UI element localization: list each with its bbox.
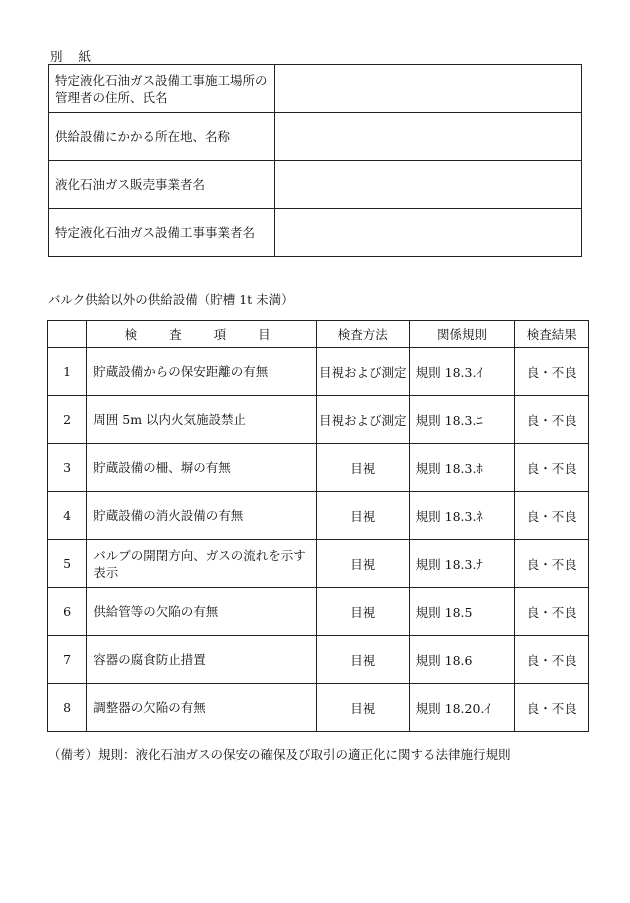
row-method: 目視 [316, 684, 409, 732]
header-rule: 関係規則 [409, 321, 515, 348]
row-no: 5 [48, 540, 87, 588]
table-row [48, 684, 589, 732]
row-method: 目視 [316, 636, 409, 684]
section-title: バルク供給以外の供給設備（貯槽 1t 未満） [48, 292, 294, 307]
row-result[interactable]: 良・不良 [515, 684, 589, 732]
row-result[interactable]: 良・不良 [515, 444, 589, 492]
remarks-note: （備考）規則：液化石油ガスの保安の確保及び取引の適正化に関する法律施行規則 [48, 747, 511, 762]
row-item: 調整器の欠陥の有無 [87, 684, 317, 732]
document-label: 別 紙 [50, 49, 97, 64]
info-row [49, 209, 582, 257]
row-no: 7 [48, 636, 87, 684]
header-result: 検査結果 [515, 321, 589, 348]
table-row [48, 540, 589, 588]
info-label: 供給設備にかかる所在地、名称 [49, 113, 275, 161]
row-item: 供給管等の欠陥の有無 [87, 588, 317, 636]
row-no: 3 [48, 444, 87, 492]
header-method: 検査方法 [316, 321, 409, 348]
info-row [49, 113, 582, 161]
row-method: 目視 [316, 540, 409, 588]
info-row [49, 65, 582, 113]
row-result[interactable]: 良・不良 [515, 540, 589, 588]
info-label: 特定液化石油ガス設備工事施工場所の管理者の住所、氏名 [49, 65, 275, 113]
row-method: 目視 [316, 588, 409, 636]
row-result[interactable]: 良・不良 [515, 492, 589, 540]
table-row [48, 348, 589, 396]
row-rule: 規則 18.20.ｲ [409, 684, 515, 732]
inspection-table [47, 320, 589, 732]
table-header-row [48, 321, 589, 348]
row-item: 貯蔵設備からの保安距離の有無 [87, 348, 317, 396]
row-method: 目視および測定 [316, 396, 409, 444]
row-rule: 規則 18.3.ﾎ [409, 444, 515, 492]
row-result[interactable]: 良・不良 [515, 636, 589, 684]
table-row [48, 444, 589, 492]
row-no: 8 [48, 684, 87, 732]
row-no: 2 [48, 396, 87, 444]
row-rule: 規則 18.3.ｲ [409, 348, 515, 396]
row-rule: 規則 18.3.ﾅ [409, 540, 515, 588]
info-label: 特定液化石油ガス設備工事事業者名 [49, 209, 275, 257]
header-item: 検 査 項 目 [87, 321, 317, 348]
row-rule: 規則 18.3.ﾆ [409, 396, 515, 444]
row-result[interactable]: 良・不良 [515, 396, 589, 444]
row-item: 貯蔵設備の消火設備の有無 [87, 492, 317, 540]
row-method: 目視 [316, 444, 409, 492]
info-table [48, 64, 582, 257]
row-no: 1 [48, 348, 87, 396]
row-rule: 規則 18.6 [409, 636, 515, 684]
row-no: 6 [48, 588, 87, 636]
table-row [48, 588, 589, 636]
row-rule: 規則 18.5 [409, 588, 515, 636]
row-item: 貯蔵設備の柵、塀の有無 [87, 444, 317, 492]
info-value[interactable] [275, 209, 582, 257]
header-no [48, 321, 87, 348]
row-no: 4 [48, 492, 87, 540]
info-row [49, 161, 582, 209]
table-row [48, 492, 589, 540]
row-method: 目視および測定 [316, 348, 409, 396]
row-rule: 規則 18.3.ﾈ [409, 492, 515, 540]
row-item: 周囲 5m 以内火気施設禁止 [87, 396, 317, 444]
info-label: 液化石油ガス販売事業者名 [49, 161, 275, 209]
info-value[interactable] [275, 161, 582, 209]
row-item: バルブの開閉方向、ガスの流れを示す表示 [87, 540, 317, 588]
row-method: 目視 [316, 492, 409, 540]
table-row [48, 636, 589, 684]
info-value[interactable] [275, 65, 582, 113]
info-value[interactable] [275, 113, 582, 161]
row-result[interactable]: 良・不良 [515, 588, 589, 636]
table-row [48, 396, 589, 444]
row-item: 容器の腐食防止措置 [87, 636, 317, 684]
row-result[interactable]: 良・不良 [515, 348, 589, 396]
